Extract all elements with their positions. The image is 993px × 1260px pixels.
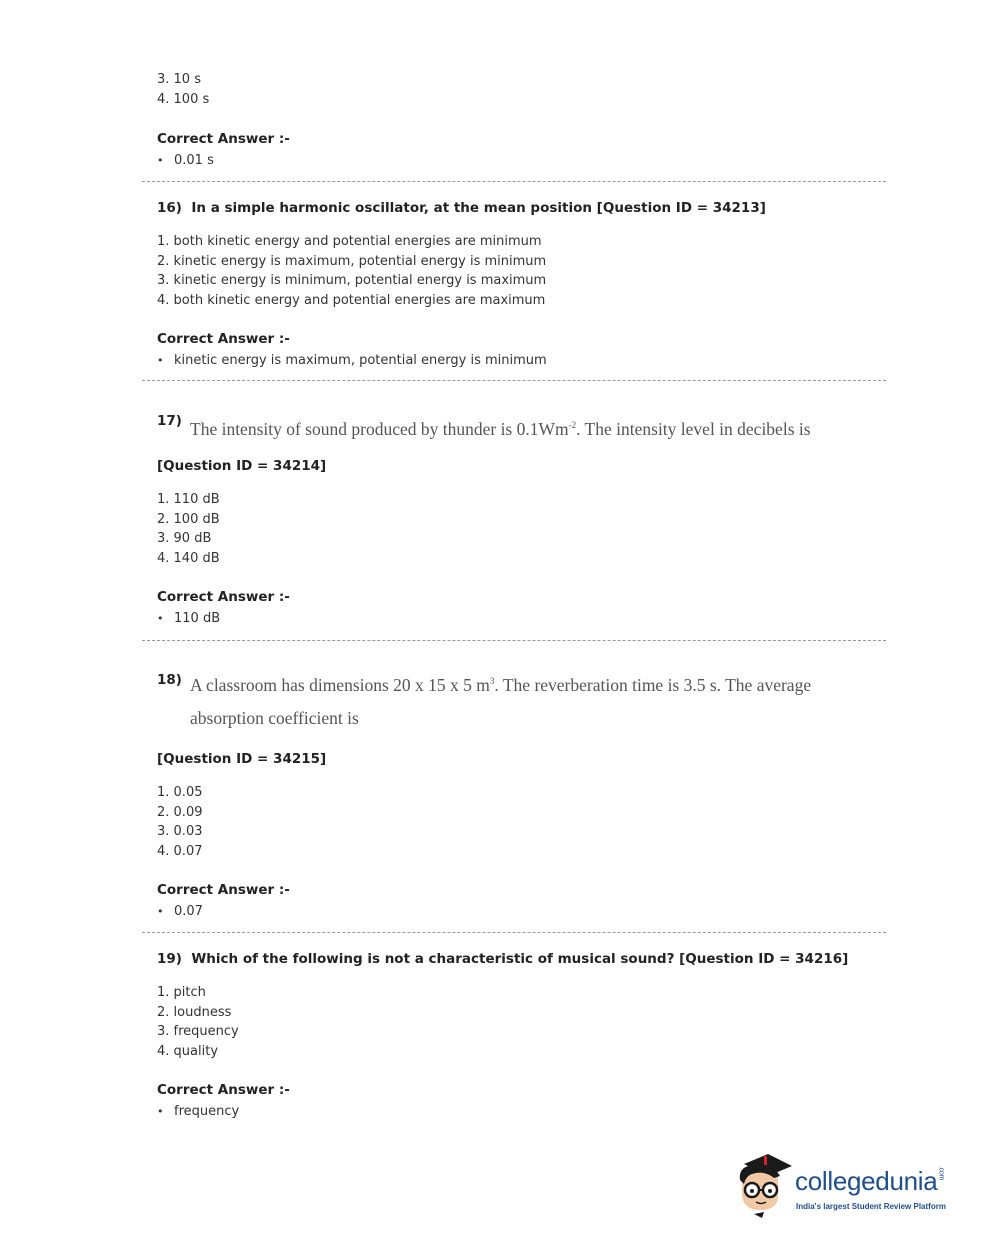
- q16-correct-value: kinetic energy is maximum, potential energy is minimum: [174, 353, 547, 368]
- q18-option-3: 3. 0.03: [157, 824, 203, 839]
- q18-correct-answer: [157, 904, 203, 919]
- q17-correct-label: Correct Answer :-: [157, 589, 290, 605]
- logo-name: collegedunia: [795, 1166, 938, 1196]
- q18-options: [157, 783, 202, 861]
- separator: [142, 932, 886, 933]
- q16-option-2: 2. kinetic energy is maximum, potential energy is minimum: [157, 253, 547, 269]
- separator: [142, 181, 886, 182]
- q18-line1-after: . The reverberation time is 3.5 s. The average: [494, 675, 812, 695]
- q17-option-2: 2. 100 dB: [157, 511, 220, 527]
- q15-options: [157, 70, 209, 109]
- q19-option-2: 2. loudness: [157, 1004, 232, 1020]
- q15-option-3: 3. 10 s: [157, 72, 201, 87]
- q17-text-before: The intensity of sound produced by thunder is 0.1Wm: [190, 419, 569, 439]
- q15-correct-label: Correct Answer :-: [157, 131, 290, 147]
- bullet-icon: •: [157, 905, 164, 918]
- q19-option-4: 4. quality: [157, 1043, 219, 1059]
- q18-question-id: [Question ID = 34215]: [157, 751, 327, 767]
- q19-option-1: 1. pitch: [157, 985, 206, 1000]
- q19-correct-answer: [157, 1104, 239, 1119]
- q19-option-3: 3. frequency: [157, 1024, 239, 1039]
- q16-option-3: 3. kinetic energy is minimum, potential energy is maximum: [157, 273, 547, 288]
- q16-text: In a simple harmonic oscillator, at the mean position [Question ID = 34213]: [191, 200, 766, 216]
- q17-text-after: . The intensity level in decibels is: [576, 419, 811, 439]
- q17-number: 17): [157, 413, 182, 429]
- q19-number: 19): [157, 951, 182, 967]
- q19-correct-label: Correct Answer :-: [157, 1082, 290, 1098]
- q18-option-1: 1. 0.05: [157, 785, 203, 800]
- q15-correct-value: 0.01 s: [174, 153, 214, 168]
- q16-option-1: 1. both kinetic energy and potential energies are minimum: [157, 234, 542, 249]
- separator: [142, 380, 886, 381]
- q16-number: 16): [157, 200, 182, 216]
- q17-option-1: 1. 110 dB: [157, 492, 220, 507]
- q19-correct-value: frequency: [174, 1104, 240, 1119]
- bullet-icon: •: [157, 612, 164, 625]
- q16-correct-answer: [157, 353, 547, 368]
- q15-correct-answer: [157, 153, 214, 168]
- q18-text-line2: absorption coefficient is: [190, 708, 359, 728]
- q17-correct-value: 110 dB: [174, 611, 221, 626]
- q18-text-line1: [190, 675, 811, 696]
- logo-wordmark: [795, 1166, 944, 1197]
- q15-option-4: 4. 100 s: [157, 91, 210, 107]
- logo-suffix: .com: [937, 1166, 945, 1180]
- q18-number: 18): [157, 672, 182, 688]
- q16-options: [157, 232, 546, 310]
- q16-correct-label: Correct Answer :-: [157, 331, 290, 347]
- logo-tagline: India's largest Student Review Platform: [796, 1202, 946, 1211]
- q17-option-3: 3. 90 dB: [157, 531, 212, 546]
- q16-option-4: 4. both kinetic energy and potential energies are maximum: [157, 292, 546, 308]
- separator: [142, 640, 886, 641]
- q16-question: [157, 200, 766, 216]
- q18-correct-label: Correct Answer :-: [157, 882, 290, 898]
- collegedunia-logo: [734, 1152, 964, 1222]
- q17-text-exponent: -2: [568, 420, 577, 431]
- q18-option-4: 4. 0.07: [157, 843, 203, 859]
- q19-options: [157, 983, 239, 1061]
- q19-question: [157, 951, 848, 967]
- q18-line1-before: A classroom has dimensions 20 x 15 x 5 m: [190, 675, 490, 695]
- q19-text: Which of the following is not a characteristic of musical sound? [Question ID = 34216]: [191, 951, 849, 967]
- bullet-icon: •: [157, 354, 164, 367]
- q17-option-4: 4. 140 dB: [157, 550, 220, 566]
- student-mascot-icon: [734, 1152, 794, 1220]
- q18-option-2: 2. 0.09: [157, 804, 203, 820]
- q17-text: [190, 419, 811, 440]
- q17-question-id: [Question ID = 34214]: [157, 458, 327, 474]
- bullet-icon: •: [157, 1105, 164, 1118]
- q17-options: [157, 490, 220, 568]
- bullet-icon: •: [157, 154, 164, 167]
- q17-correct-answer: [157, 611, 220, 626]
- q18-line1-exponent: 3: [489, 676, 495, 687]
- q18-correct-value: 0.07: [174, 904, 203, 919]
